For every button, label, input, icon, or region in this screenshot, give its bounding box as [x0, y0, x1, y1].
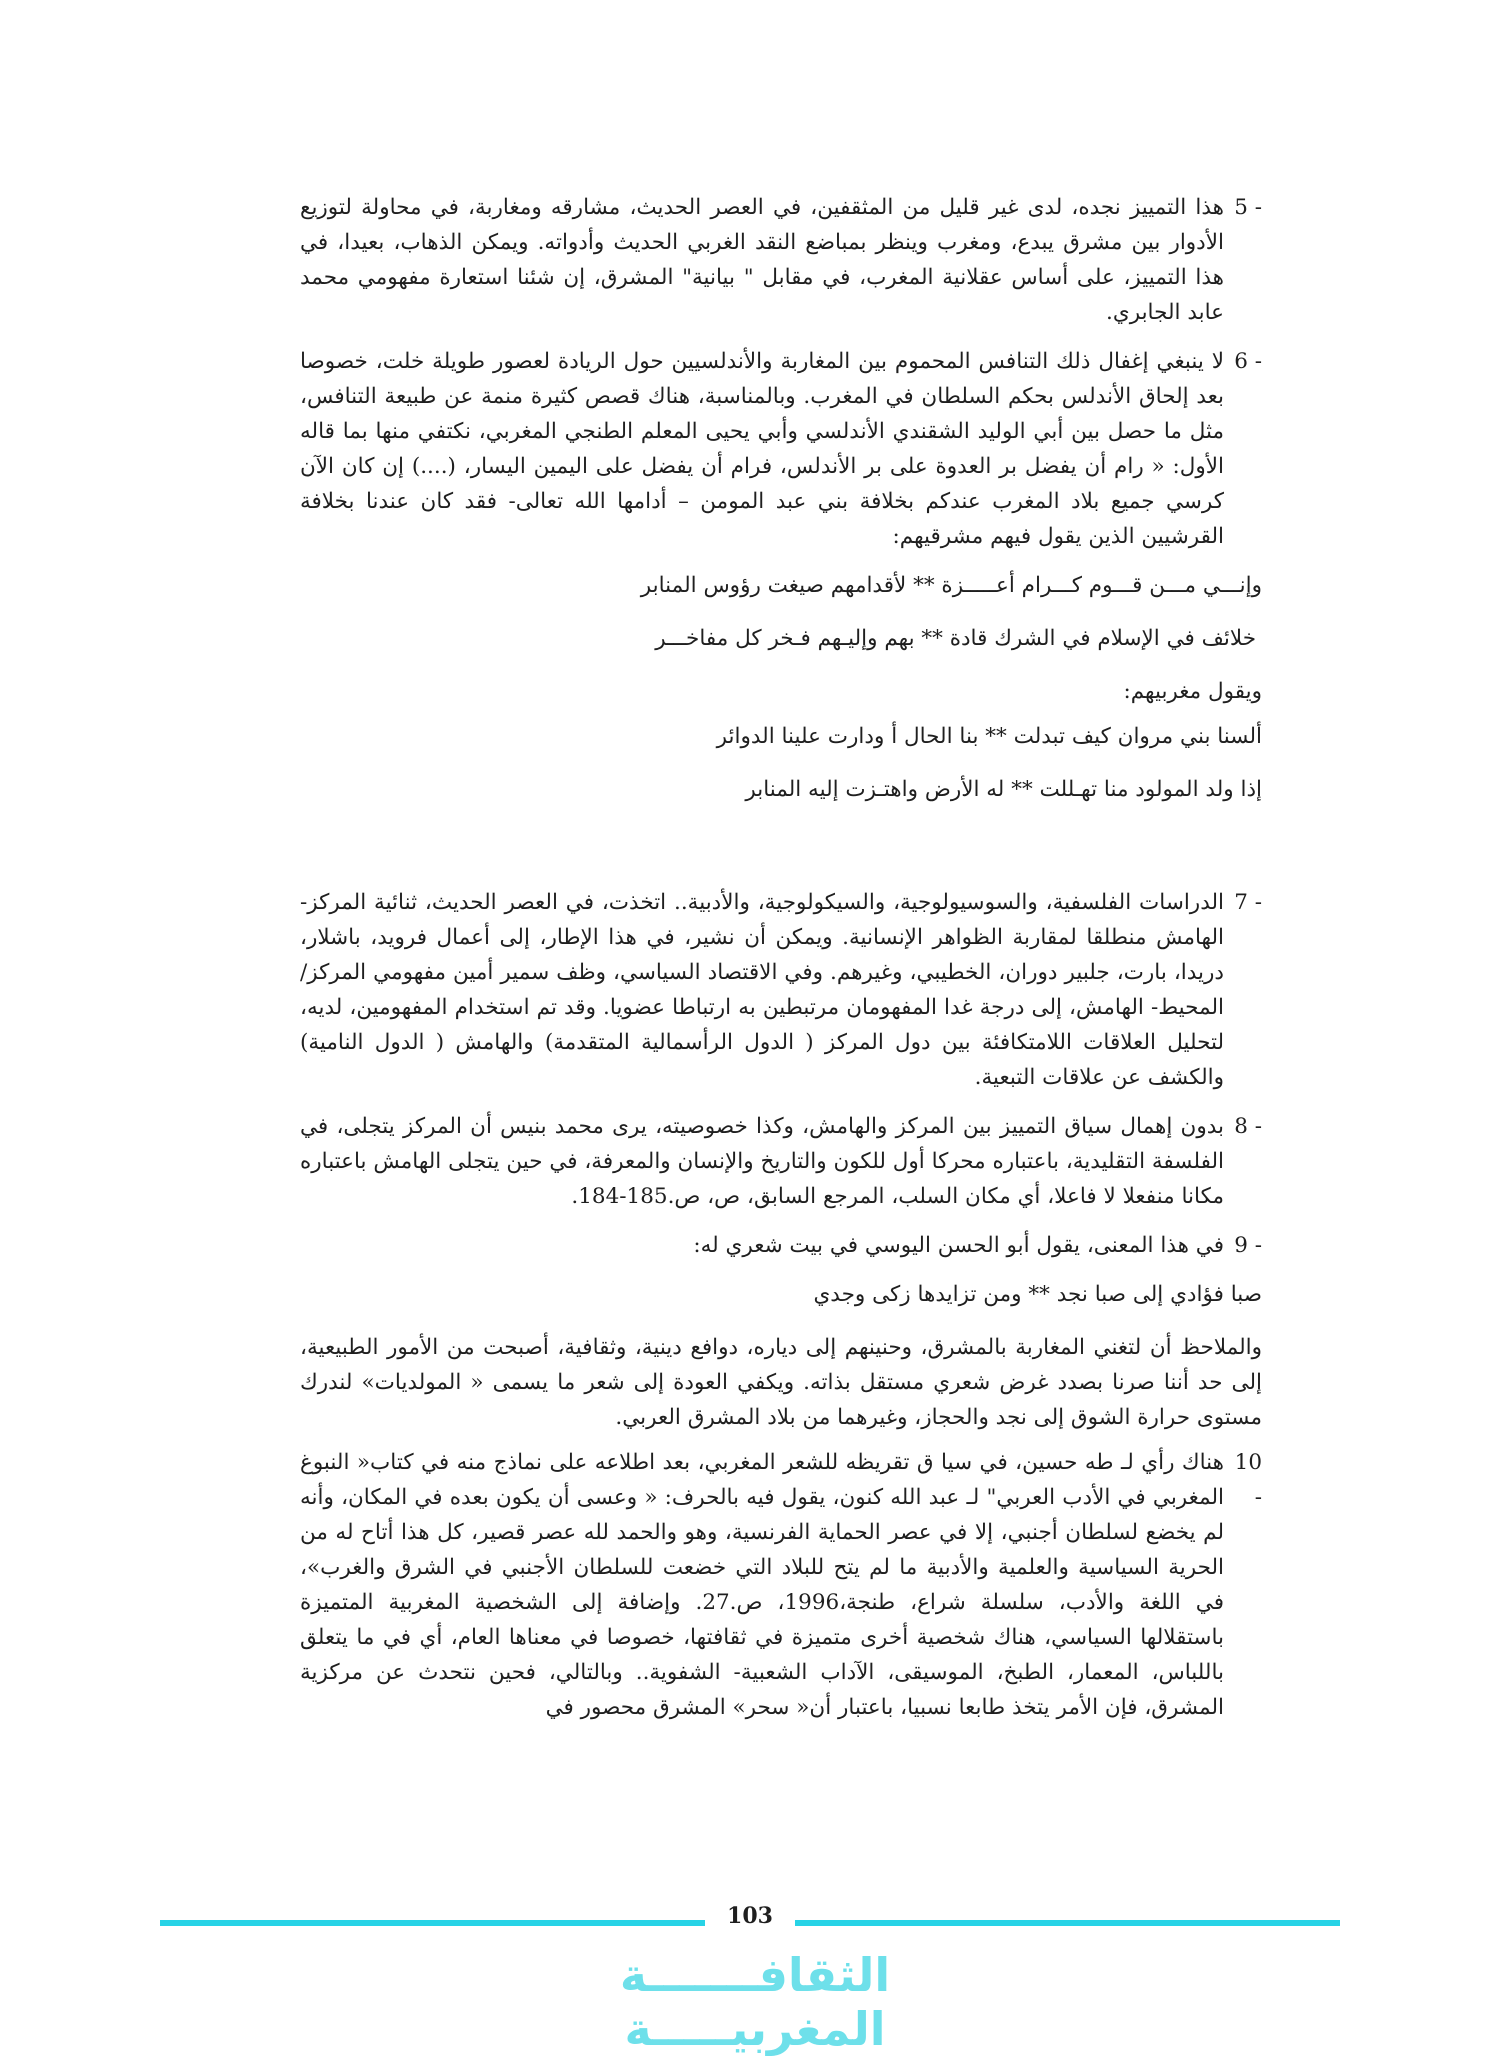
section-gap: [300, 825, 1262, 885]
verse-line: خلائف في الإسلام في الشرك قادة ** بهم وإليـهم فـخر كل مفاخـــر: [655, 626, 1256, 651]
footnote-text: بدون إهمال سياق التمييز بين المركز والهامش، وكذا خصوصيته، يرى محمد بنيس أن المركز يتجلى، في الفلسفة التقليدية، باعتباره محركا أول للكون والتاريخ والإنسان والمعرفة، في حين يتجلى الهامش باعتباره مكانا منفعلا لا فاعلا، أي مكان السلب، المرجع السابق، ص، ص.185-184.: [300, 1114, 1224, 1209]
verse-line: وإنـــي مـــن قـــوم كـــرام أعـــــزة ** لأقدامهم صيغت رؤوس المنابر: [640, 573, 1262, 598]
footnote-number: 6 -: [1234, 349, 1262, 374]
footnote-text: الدراسات الفلسفية، والسوسيولوجية، والسيكولوجية، والأدبية.. اتخذت، في العصر الحديث، ثنائية المركز- الهامش منطلقا لمقاربة الظواهر الإنسانية. ويمكن أن نشير، في هذا الإطار، إلى أعمال فرويد، باشلار، دريدا، بارت، جلبير دوران، الخطيبي، وغيرهم. وفي الاقتصاد السياسي، وظف سمير أمين مفهومي المركز/ المحيط- الهامش، إلى درجة غدا المفهومان مرتبطين به ارتباطا عضويا. وقد تم استخدام المفهومين، لديه، لتحليل العلاقات اللامتكافئة بين دول المركز ( الدول الرأسمالية المتقدمة) والهامش ( الدول النامية) والكشف عن علاقات التبعية.: [300, 890, 1224, 1090]
footnote-number: 8 -: [1234, 1114, 1262, 1139]
footnote-text: هناك رأي لـ طه حسين، في سيا ق تقريظه للشعر المغربي، بعد اطلاعه على نماذج منه في كتاب« النبوغ المغربي في الأدب العربي" لـ عبد الله كنون، يقول فيه بالحرف: « وعسى أن يكون بعده في المكان، وأنه لم يخضع لسلطان أجنبي، إلا في عصر الحماية الفرنسية، وهو والحمد لله عصر قصير، كل هذا أتاح له من الحرية السياسية والعلمية والأدبية ما لم يتح للبلاد التي خضعت للسلطان الأجنبي في الشرق والغرب»، في اللغة والأدب، سلسلة شراع، طنجة،1996، ص.27. وإضافة إلى الشخصية المغربية المتميزة باستقلالها السياسي، هناك شخصية أخرى متميزة في ثقافتها، خصوصا في معناها العام، أي في ما يتعلق باللباس، المعمار، الطبخ، الموسيقى، الآداب الشعبية- الشفوية.. وبالتالي، فحين نتحدث عن مركزية المشرق، فإن الأمر يتخذ طابعا نسبيا، باعتبار أن« سحر» المشرق محصور في: [300, 1450, 1224, 1720]
verse-line: ألسنا بني مروان كيف تبدلت ** بنا الحال أ ودارت علينا الدوائر: [716, 724, 1262, 749]
footnote-5: [300, 190, 1262, 330]
footer-rule-right: [795, 1920, 1340, 1926]
footnote-number: 10 -: [1234, 1450, 1262, 1510]
verse-intro: ويقول مغربيهم:: [1123, 679, 1262, 704]
footnote-number: 7 -: [1234, 890, 1262, 915]
footnote-9: [300, 1228, 1262, 1263]
footer-rule-left: [160, 1920, 705, 1926]
footnote-number: 5 -: [1234, 195, 1262, 220]
verse-line: صبا فؤادي إلى صبا نجد ** ومن تزايدها زكى وجدي: [813, 1282, 1262, 1307]
footnote-text: لا ينبغي إغفال ذلك التنافس المحموم بين المغاربة والأندلسيين حول الريادة لعصور طويلة خلت، خصوصا بعد إلحاق الأندلس بحكم السلطان في المغرب. وبالمناسبة، هناك قصص كثيرة منمة عن طبيعة التنافس، مثل ما حصل بين أبي الوليد الشقندي الأندلسي وأبي يحيى المعلم الطنجي المغربي، نكتفي منها بما قاله الأول: « رام أن يفضل بر العدوة على بر الأندلس، فرام أن يفضل على اليمين اليسار، (....) إن كان الآن كرسي جميع بلاد المغرب عندكم بخلافة بني عبد المومن – أدامها الله تعالى- فقد كان عندنا بخلافة القرشيين الذين يقول فيهم مشرقيهم:: [300, 349, 1224, 549]
footnote-text: هذا التمييز نجده، لدى غير قليل من المثقفين، في العصر الحديث، مشارقه ومغاربة، في محاولة لتوزيع الأدوار بين مشرق يبدع، ومغرب وينظر بمباضع النقد الغربي الحديث وأدواته. ويمكن الذهاب، بعيدا، في هذا التمييز، على أساس عقلانية المغرب، في مقابل " بيانية" المشرق، إن شئنا استعارة مفهومي محمد عابد الجابري.: [300, 195, 1224, 325]
magazine-title: الثقافـــــــة المغربيـــــة: [619, 1948, 891, 2056]
footnote-7: [300, 885, 1262, 1095]
commentary-paragraph: والملاحظ أن لتغني المغاربة بالمشرق، وحنينهم إلى دياره، دوافع دينية، وثقافية، أصبحت من الأمور الطبيعية، إلى حد أننا صرنا بصدد غرض شعري مستقل بذاته. ويكفي العودة إلى شعر ما يسمى « المولديات» لندرك مستوى حرارة الشوق إلى نجد والحجاز، وغيرهما من بلاد المشرق العربي.: [300, 1335, 1262, 1430]
footnote-number: 9 -: [1234, 1233, 1262, 1258]
footnote-text: في هذا المعنى، يقول أبو الحسن اليوسي في بيت شعري له:: [693, 1233, 1224, 1258]
page-number: 103: [727, 1903, 773, 1929]
footnote-8: [300, 1109, 1262, 1214]
footnote-10: [300, 1445, 1262, 1725]
verse-line: إذا ولد المولود منا تهـللت ** له الأرض واهتـزت إليه المنابر: [745, 777, 1262, 802]
footnote-6: [300, 344, 1262, 554]
page-body: [300, 190, 1262, 1739]
